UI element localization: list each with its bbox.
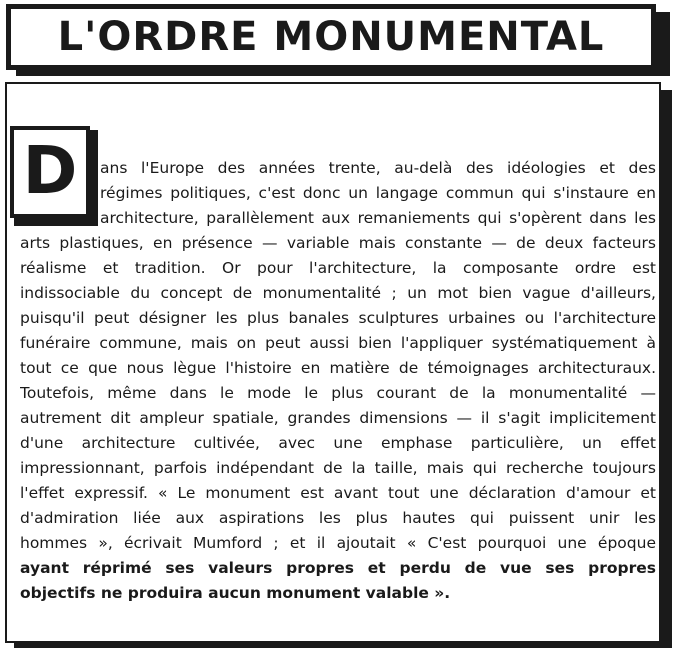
text-line: funéraire commune, mais on peut aussi bien l'appliquer systématiquement à	[20, 334, 656, 352]
text-line: architecture, parallèlement aux remaniements qui s'opèrent dans les	[100, 209, 656, 227]
text-line: ans l'Europe des années trente, au-delà des idéologies et des	[100, 159, 656, 177]
text-line: réalisme et tradition. Or pour l'architecture, la composante ordre est	[20, 259, 656, 277]
text-line: régimes politiques, c'est donc un langage commun qui s'instaure en	[100, 184, 656, 202]
text-line: puisqu'il peut désigner les plus banales sculptures urbaines ou l'architecture	[20, 309, 656, 327]
text-line: d'admiration liée aux aspirations les plus hautes qui puissent unir les	[20, 509, 656, 527]
article-title: L'ORDRE MONUMENTAL	[57, 14, 605, 60]
text-line: Toutefois, même dans le mode le plus courant de la monumentalité —	[20, 384, 656, 402]
text-line: ayant réprimé ses valeurs propres et perdu de vue ses propres	[20, 559, 656, 577]
drop-cap-box	[10, 126, 90, 218]
text-line: impressionnant, parfois indépendant de la taille, mais qui recherche toujours	[20, 459, 656, 477]
text-line: d'une architecture cultivée, avec une emphase particulière, un effet	[20, 434, 656, 452]
text-line: tout ce que nous lègue l'histoire en matière de témoignages architecturaux.	[20, 359, 656, 377]
title-banner	[6, 4, 656, 70]
text-line: autrement dit ampleur spatiale, grandes dimensions — il s'agit implicitement	[20, 409, 656, 427]
text-line: arts plastiques, en présence — variable mais constante — de deux facteurs	[20, 234, 656, 252]
drop-cap-letter: D	[22, 132, 78, 209]
text-line: indissociable du concept de monumentalité ; un mot bien vague d'ailleurs,	[20, 284, 656, 302]
text-line: l'effet expressif. « Le monument est avant tout une déclaration d'amour et	[20, 484, 656, 502]
text-line: hommes », écrivait Mumford ; et il ajoutait « C'est pourquoi une époque	[20, 534, 656, 552]
text-line: objectifs ne produira aucun monument valable ».	[20, 584, 451, 602]
